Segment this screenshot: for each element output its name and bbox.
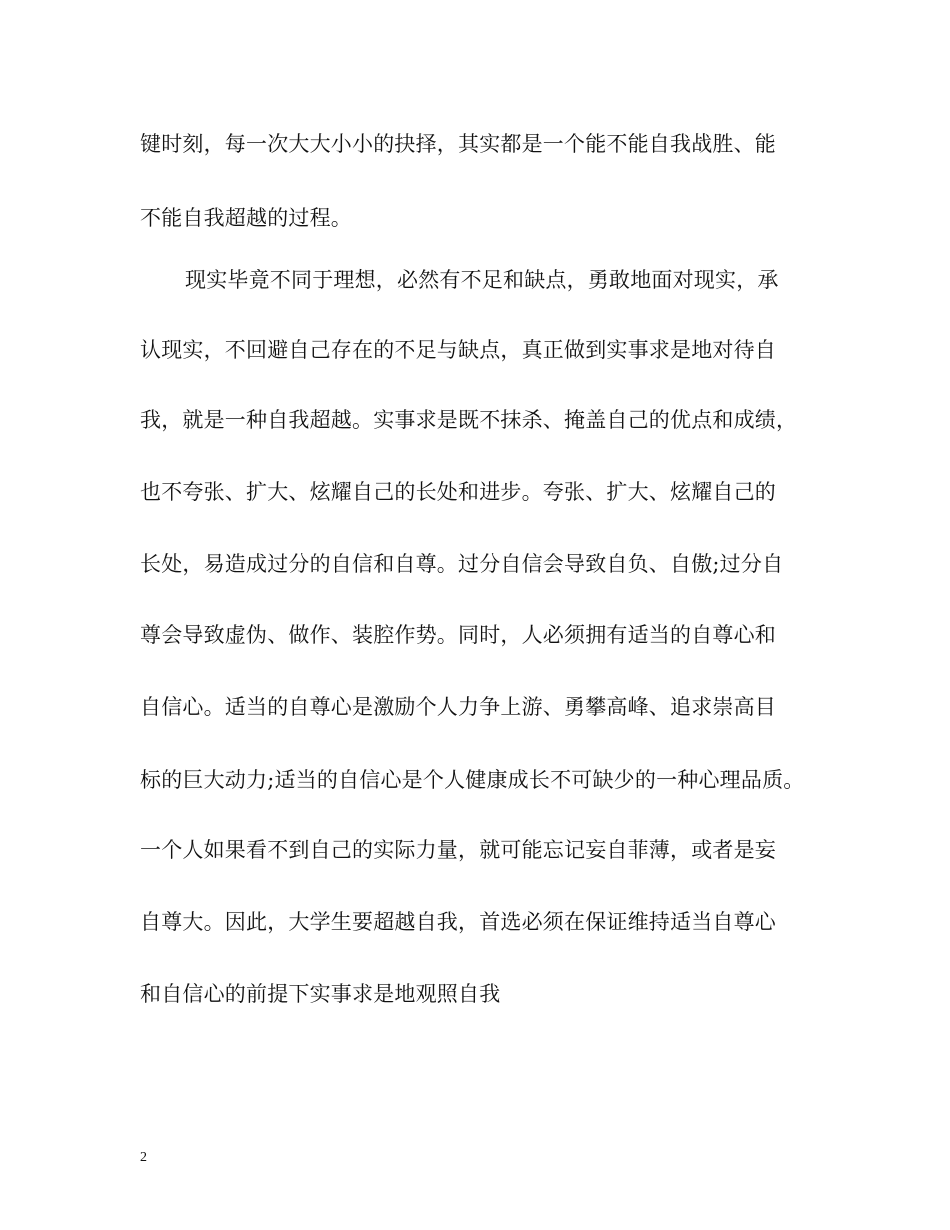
text-line-6: 也不夸张、扩大、炫耀自己的长处和进步。夸张、扩大、炫耀自己的 [140, 480, 776, 504]
text-line-4: 认现实，不回避自己存在的不足与缺点，真正做到实事求是地对待自 [140, 338, 776, 362]
page-number: 2 [140, 1150, 147, 1165]
text-line-13: 和自信心的前提下实事求是地观照自我 [140, 982, 501, 1006]
text-line-10: 标的巨大动力;适当的自信心是个人健康成长不可缺少的一种心理品质。 [140, 768, 805, 792]
text-line-9: 自信心。适当的自尊心是激励个人力争上游、勇攀高峰、追求崇高目 [140, 695, 776, 719]
text-line-5: 我，就是一种自我超越。实事求是既不抹杀、掩盖自己的优点和成绩， [140, 408, 798, 432]
text-line-2: 不能自我超越的过程。 [140, 206, 352, 230]
text-line-7: 长处，易造成过分的自信和自尊。过分自信会导致自负、自傲;过分自 [140, 552, 784, 576]
text-line-11: 一个人如果看不到自己的实际力量，就可能忘记妄自菲薄，或者是妄 [140, 838, 776, 862]
text-line-3: 现实毕竟不同于理想，必然有不足和缺点，勇敢地面对现实，承 [185, 268, 779, 292]
text-line-8: 尊会导致虚伪、做作、装腔作势。同时，人必须拥有适当的自尊心和 [140, 623, 776, 647]
text-line-12: 自尊大。因此，大学生要超越自我，首选必须在保证维持适当自尊心 [140, 910, 776, 934]
text-line-1: 键时刻，每一次大大小小的抉择，其实都是一个能不能自我战胜、能 [140, 132, 776, 156]
